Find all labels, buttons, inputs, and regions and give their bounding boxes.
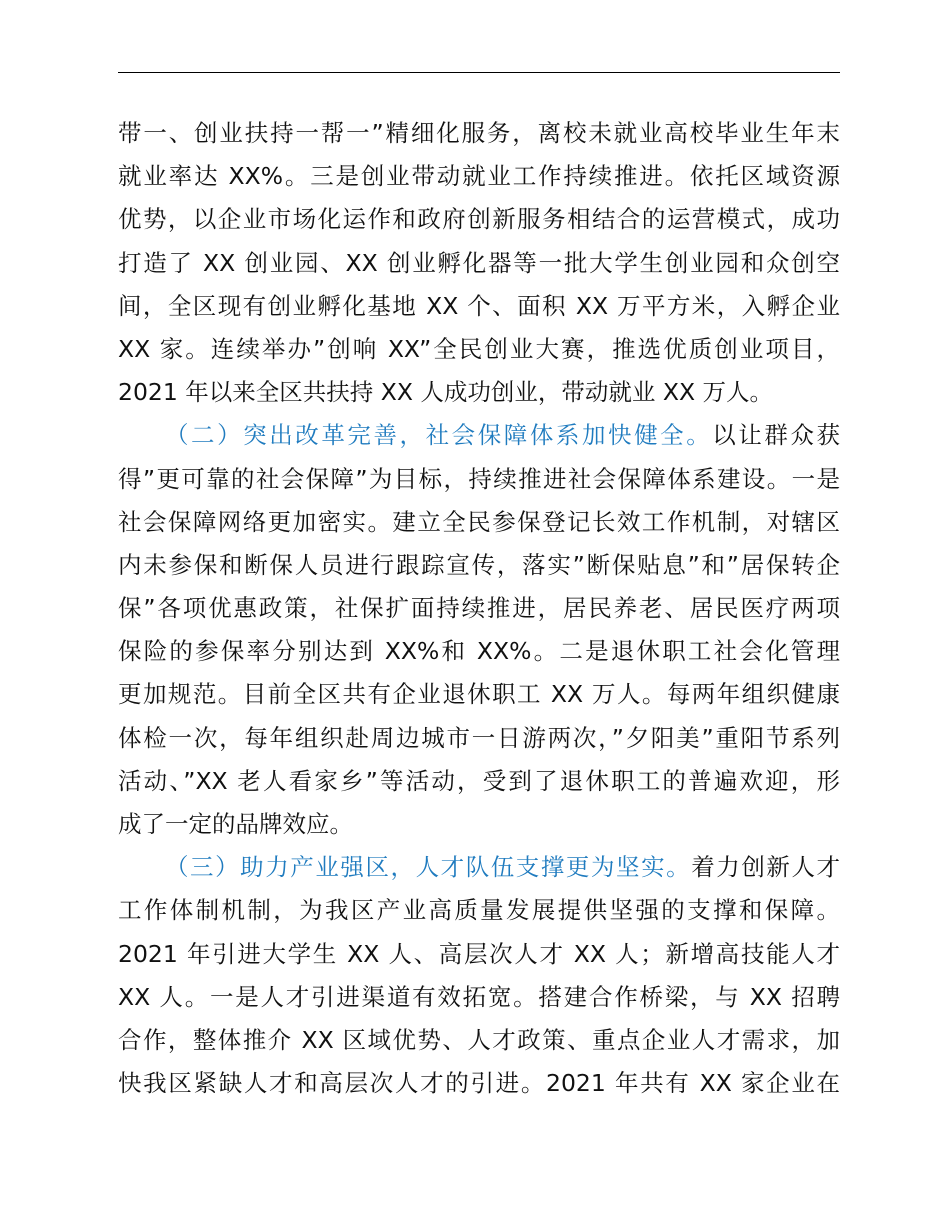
text-line: 快我区紧缺人才和高层次人才的引进。2021 年共有 XX 家企业在 <box>118 1069 840 1098</box>
text-line: 保”各项优惠政策，社保扩面持续推进，居民养老、居民医疗两项 <box>118 594 840 623</box>
text-line: 工作体制机制，为我区产业高质量发展提供坚强的支撑和保障。 <box>118 896 840 925</box>
text-run: 以让群众获 <box>712 421 841 450</box>
document-body <box>118 112 840 1105</box>
section-heading: （二）突出改革完善，社会保障体系加快健全。 <box>165 421 713 450</box>
text-line: 体检一次，每年组织赴周边城市一日游两次，”夕阳美”重阳节系列 <box>118 723 840 752</box>
text-line: 更加规范。目前全区共有企业退休职工 XX 万人。每两年组织健康 <box>118 680 840 709</box>
section-heading: （三）助力产业强区，人才队伍支撑更为坚实。 <box>165 853 692 882</box>
text-line: 内未参保和断保人员进行跟踪宣传，落实”断保贴息”和”居保转企 <box>118 550 840 579</box>
text-run: 着力创新人才 <box>691 853 841 882</box>
paragraph-2 <box>118 414 840 846</box>
paragraph-first-line <box>118 414 840 457</box>
paragraph-3 <box>118 846 840 1105</box>
paragraph-1 <box>118 112 840 414</box>
text-line: 成了一定的品牌效应。 <box>118 810 353 838</box>
text-line: 2021 年以来全区共扶持 XX 人成功创业，带动就业 XX 万人。 <box>118 378 774 407</box>
header-rule <box>118 72 840 73</box>
text-line: 优势，以企业市场化运作和政府创新服务相结合的运营模式，成功 <box>118 205 840 234</box>
text-line: 保险的参保率分别达到 XX%和 XX%。二是退休职工社会化管理 <box>118 637 840 666</box>
text-line: 间，全区现有创业孵化基地 XX 个、面积 XX 万平方米，入孵企业 <box>118 291 840 320</box>
text-line: 带一、创业扶持一帮一”精细化服务，离校未就业高校毕业生年末 <box>118 119 840 147</box>
text-line: 2021 年引进大学生 XX 人、高层次人才 XX 人；新增高技能人才 <box>118 939 840 968</box>
text-line: 就业率达 XX%。三是创业带动就业工作持续推进。依托区域资源 <box>118 162 840 191</box>
text-line: 社会保障网络更加密实。建立全民参保登记长效工作机制，对辖区 <box>118 507 840 536</box>
text-line: 合作，整体推介 XX 区域优势、人才政策、重点企业人才需求，加 <box>118 1025 840 1054</box>
text-line: 打造了 XX 创业园、XX 创业孵化器等一批大学生创业园和众创空 <box>118 248 840 277</box>
text-line: 活动、”XX 老人看家乡”等活动，受到了退休职工的普遍欢迎，形 <box>118 766 840 795</box>
text-line: 得”更可靠的社会保障”为目标，持续推进社会保障体系建设。一是 <box>118 464 840 493</box>
text-line: XX 人。一是人才引进渠道有效拓宽。搭建合作桥梁，与 XX 招聘 <box>118 982 840 1011</box>
paragraph-first-line <box>118 846 840 889</box>
text-line: XX 家。连续举办”创响 XX”全民创业大赛，推选优质创业项目， <box>118 334 840 363</box>
